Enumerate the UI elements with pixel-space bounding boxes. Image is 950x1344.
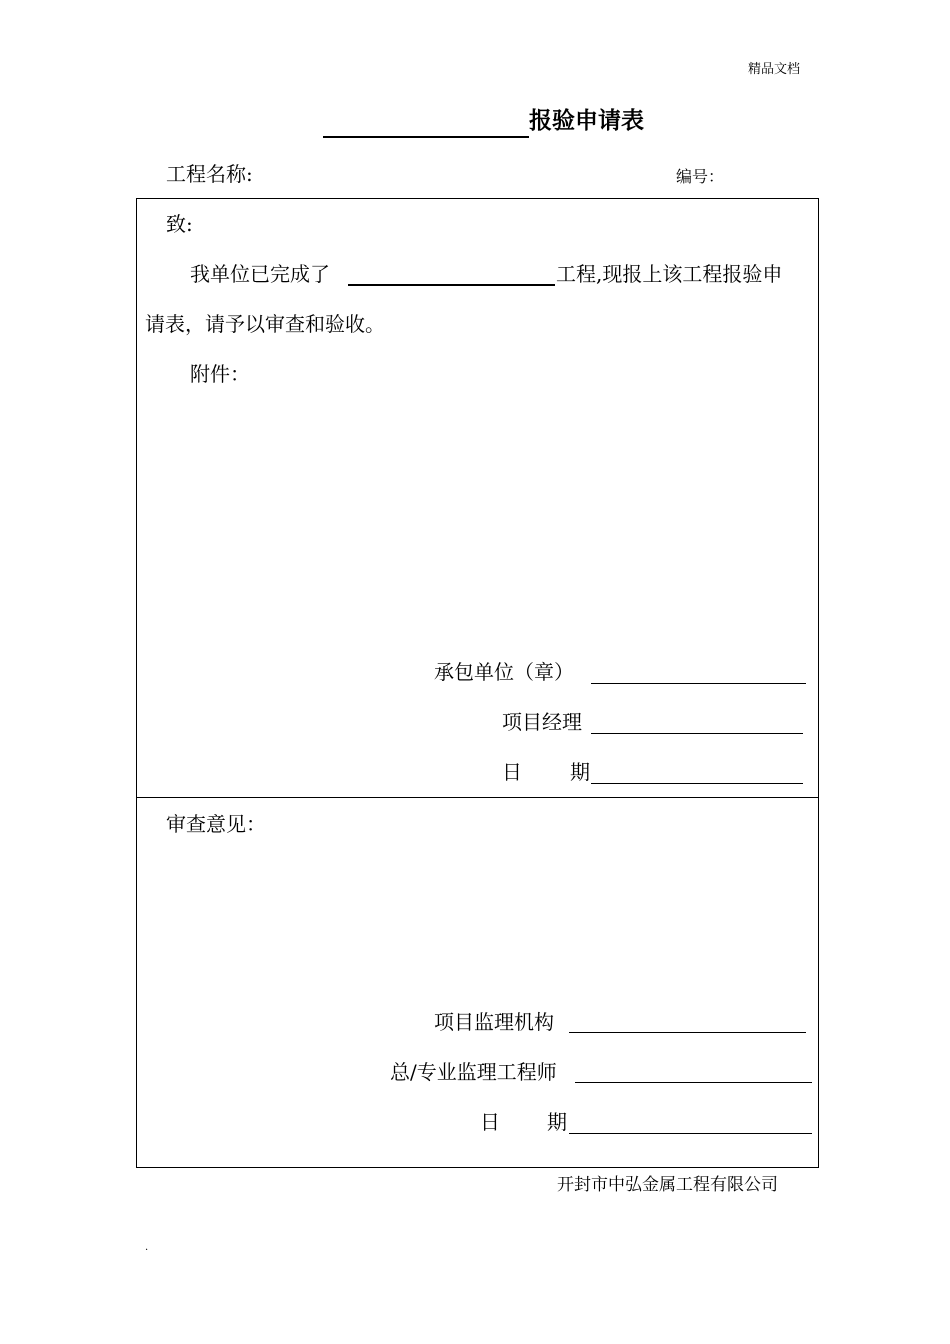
title-blank-line [323, 136, 529, 138]
review-opinion-label: 审查意见： [166, 812, 266, 836]
date-label-char2: 期 [570, 760, 590, 784]
serial-number-label: 编号： [676, 167, 725, 186]
date-line-1 [591, 783, 803, 784]
footer-dot: . [145, 1242, 149, 1253]
date-label-2-char1: 日 [480, 1110, 500, 1134]
completed-project-blank [348, 284, 555, 286]
form-title: 报验申请表 [529, 107, 644, 134]
supervision-org-signature-line [569, 1032, 806, 1033]
supervising-engineer-label: 总/专业监理工程师 [390, 1060, 557, 1084]
date-label-2-char2: 期 [547, 1110, 567, 1134]
attachment-label: 附件： [190, 362, 250, 386]
supervising-engineer-signature-line [575, 1082, 812, 1083]
date-label-char1: 日 [502, 760, 522, 784]
body-text-line2: 请表，请予以审查和验收。 [145, 312, 385, 336]
body-text-part1: 我单位已完成了 [190, 262, 330, 286]
date-line-2 [569, 1133, 812, 1134]
company-name: 开封市中弘金属工程有限公司 [557, 1175, 778, 1195]
body-text-part2: 工程,现报上该工程报验申 [556, 262, 783, 286]
project-manager-signature-line [591, 733, 803, 734]
supervision-org-label: 项目监理机构 [434, 1010, 554, 1034]
contractor-signature-line [591, 683, 806, 684]
project-manager-label: 项目经理 [502, 710, 582, 734]
section-divider [136, 797, 819, 798]
header-note: 精品文档 [748, 62, 801, 77]
contractor-label: 承包单位（章） [434, 660, 574, 684]
project-name-label: 工程名称: [166, 162, 253, 186]
to-label: 致: [166, 212, 193, 236]
